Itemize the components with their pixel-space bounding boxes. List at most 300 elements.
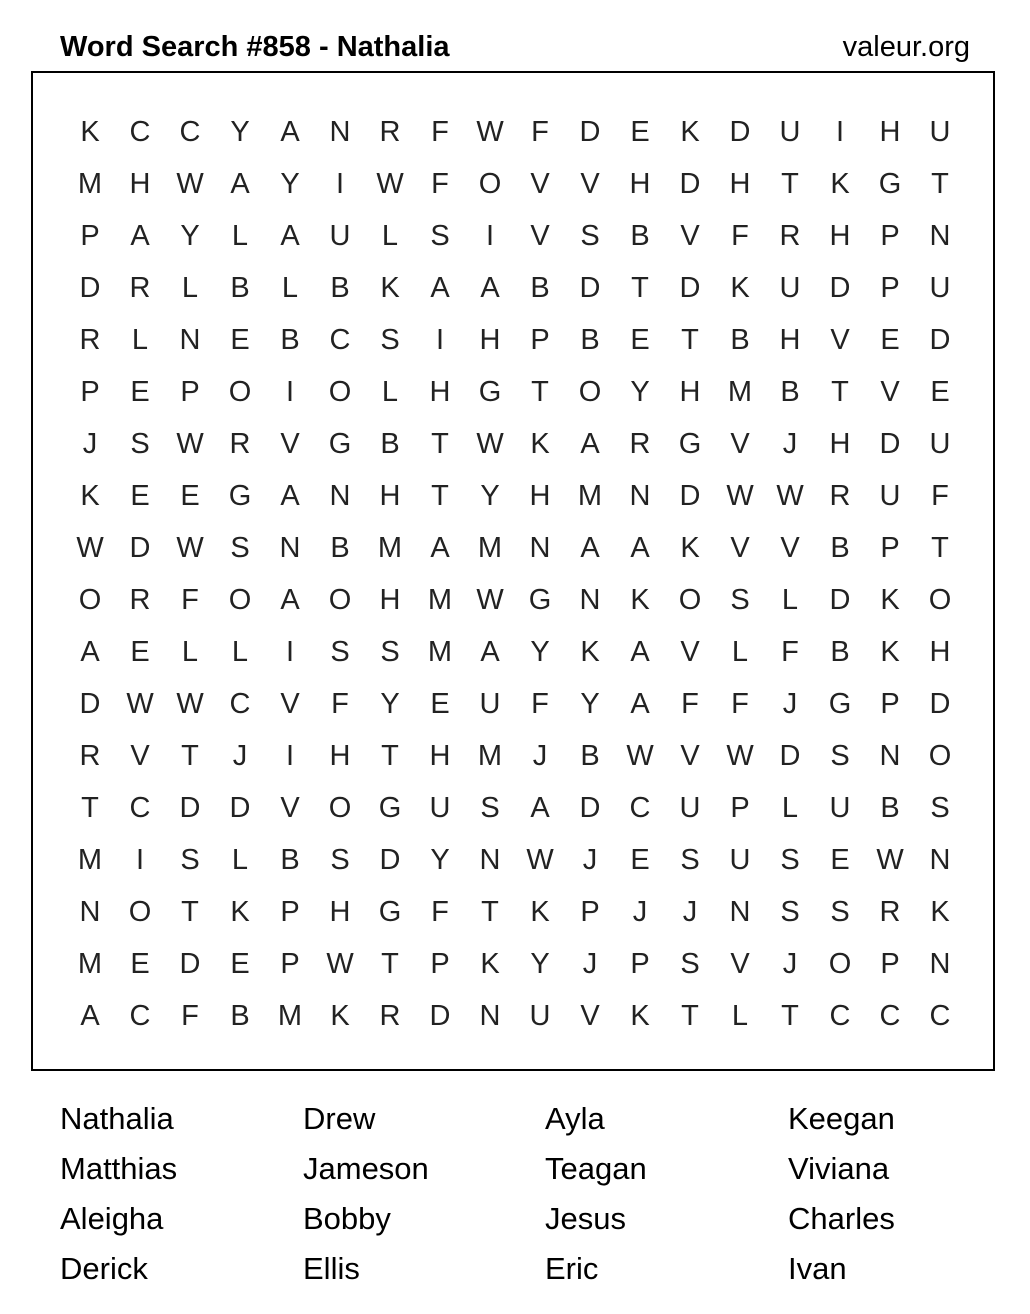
grid-letter[interactable]: U xyxy=(479,688,501,720)
grid-letter[interactable]: H xyxy=(129,168,151,200)
grid-letter[interactable]: S xyxy=(930,792,950,824)
grid-letter[interactable]: S xyxy=(680,948,700,980)
grid-letter[interactable]: D xyxy=(579,792,601,824)
grid-letter[interactable]: L xyxy=(781,584,799,616)
grid-letter[interactable]: O xyxy=(128,896,152,928)
grid-letter[interactable]: U xyxy=(779,272,801,304)
grid-letter[interactable]: N xyxy=(79,896,101,928)
grid-letter[interactable]: H xyxy=(479,324,501,356)
grid-letter[interactable]: D xyxy=(79,272,101,304)
grid-letter[interactable]: K xyxy=(530,428,550,460)
grid-letter[interactable]: O xyxy=(328,792,352,824)
grid-letter[interactable]: P xyxy=(880,532,900,564)
grid-letter[interactable]: B xyxy=(830,532,850,564)
grid-letter[interactable]: K xyxy=(530,896,550,928)
grid-letter[interactable]: Y xyxy=(530,948,550,980)
grid-letter[interactable]: N xyxy=(629,480,651,512)
grid-letter[interactable]: V xyxy=(580,168,600,200)
grid-letter[interactable]: H xyxy=(429,740,451,772)
grid-letter[interactable]: R xyxy=(229,428,251,460)
grid-letter[interactable]: D xyxy=(829,584,851,616)
grid-letter[interactable]: W xyxy=(76,532,104,564)
grid-letter[interactable]: D xyxy=(829,272,851,304)
grid-letter[interactable]: R xyxy=(779,220,801,252)
grid-letter[interactable]: D xyxy=(179,792,201,824)
grid-letter[interactable]: M xyxy=(77,948,103,980)
grid-letter[interactable]: A xyxy=(280,116,300,148)
grid-letter[interactable]: K xyxy=(630,584,650,616)
grid-letter[interactable]: I xyxy=(335,168,345,200)
grid-letter[interactable]: C xyxy=(129,1000,151,1032)
grid-letter[interactable]: N xyxy=(279,532,301,564)
grid-letter[interactable]: W xyxy=(776,480,804,512)
grid-letter[interactable]: L xyxy=(781,792,799,824)
grid-letter[interactable]: J xyxy=(532,740,548,772)
grid-letter[interactable]: L xyxy=(731,1000,749,1032)
grid-letter[interactable]: P xyxy=(180,376,200,408)
grid-letter[interactable]: I xyxy=(285,740,295,772)
grid-letter[interactable]: O xyxy=(328,584,352,616)
grid-letter[interactable]: B xyxy=(380,428,400,460)
grid-letter[interactable]: Y xyxy=(230,116,250,148)
grid-letter[interactable]: D xyxy=(79,688,101,720)
grid-letter[interactable]: G xyxy=(528,584,552,616)
grid-letter[interactable]: J xyxy=(82,428,98,460)
grid-letter[interactable]: U xyxy=(679,792,701,824)
grid-letter[interactable]: G xyxy=(328,428,352,460)
grid-letter[interactable]: U xyxy=(879,480,901,512)
grid-letter[interactable]: K xyxy=(880,636,900,668)
grid-letter[interactable]: T xyxy=(481,896,499,928)
grid-letter[interactable]: W xyxy=(476,116,504,148)
grid-letter[interactable]: S xyxy=(380,324,400,356)
grid-letter[interactable]: K xyxy=(80,480,100,512)
grid-letter[interactable]: N xyxy=(179,324,201,356)
grid-letter[interactable]: K xyxy=(630,1000,650,1032)
grid-letter[interactable]: M xyxy=(727,376,753,408)
grid-letter[interactable]: W xyxy=(726,740,754,772)
grid-letter[interactable]: L xyxy=(181,636,199,668)
grid-letter[interactable]: E xyxy=(630,844,650,876)
grid-letter[interactable]: P xyxy=(880,220,900,252)
grid-letter[interactable]: G xyxy=(378,792,402,824)
grid-letter[interactable]: Y xyxy=(430,844,450,876)
grid-letter[interactable]: A xyxy=(280,480,300,512)
grid-letter[interactable]: V xyxy=(730,428,750,460)
grid-letter[interactable]: C xyxy=(129,116,151,148)
grid-letter[interactable]: N xyxy=(929,844,951,876)
grid-letter[interactable]: B xyxy=(730,324,750,356)
grid-letter[interactable]: P xyxy=(730,792,750,824)
grid-letter[interactable]: T xyxy=(681,1000,699,1032)
grid-letter[interactable]: O xyxy=(678,584,702,616)
grid-letter[interactable]: E xyxy=(230,324,250,356)
grid-letter[interactable]: R xyxy=(379,1000,401,1032)
grid-letter[interactable]: N xyxy=(929,220,951,252)
grid-letter[interactable]: W xyxy=(726,480,754,512)
grid-letter[interactable]: S xyxy=(830,896,850,928)
grid-letter[interactable]: W xyxy=(876,844,904,876)
grid-letter[interactable]: K xyxy=(330,1000,350,1032)
grid-letter[interactable]: L xyxy=(231,636,249,668)
grid-letter[interactable]: S xyxy=(430,220,450,252)
grid-letter[interactable]: D xyxy=(929,324,951,356)
grid-letter[interactable]: F xyxy=(731,688,749,720)
grid-letter[interactable]: V xyxy=(530,168,550,200)
grid-letter[interactable]: P xyxy=(280,948,300,980)
grid-letter[interactable]: U xyxy=(729,844,751,876)
grid-letter[interactable]: T xyxy=(431,428,449,460)
grid-letter[interactable]: V xyxy=(130,740,150,772)
grid-letter[interactable]: D xyxy=(679,480,701,512)
grid-letter[interactable]: W xyxy=(126,688,154,720)
grid-letter[interactable]: F xyxy=(731,220,749,252)
grid-letter[interactable]: I xyxy=(285,636,295,668)
grid-letter[interactable]: U xyxy=(829,792,851,824)
grid-letter[interactable]: K xyxy=(680,532,700,564)
grid-letter[interactable]: A xyxy=(630,636,650,668)
grid-letter[interactable]: G xyxy=(478,376,502,408)
grid-letter[interactable]: V xyxy=(280,428,300,460)
grid-letter[interactable]: M xyxy=(477,740,503,772)
grid-letter[interactable]: B xyxy=(330,272,350,304)
grid-letter[interactable]: W xyxy=(176,428,204,460)
grid-letter[interactable]: J xyxy=(782,688,798,720)
grid-letter[interactable]: C xyxy=(329,324,351,356)
grid-letter[interactable]: L xyxy=(731,636,749,668)
grid-letter[interactable]: M xyxy=(427,584,453,616)
grid-letter[interactable]: S xyxy=(580,220,600,252)
grid-letter[interactable]: O xyxy=(928,584,952,616)
grid-letter[interactable]: H xyxy=(629,168,651,200)
grid-letter[interactable]: F xyxy=(431,896,449,928)
grid-letter[interactable]: L xyxy=(181,272,199,304)
grid-letter[interactable]: N xyxy=(579,584,601,616)
grid-letter[interactable]: A xyxy=(630,532,650,564)
grid-letter[interactable]: J xyxy=(632,896,648,928)
grid-letter[interactable]: P xyxy=(580,896,600,928)
grid-letter[interactable]: P xyxy=(80,220,100,252)
grid-letter[interactable]: Y xyxy=(280,168,300,200)
grid-letter[interactable]: P xyxy=(880,272,900,304)
grid-letter[interactable]: M xyxy=(577,480,603,512)
grid-letter[interactable]: J xyxy=(782,948,798,980)
grid-letter[interactable]: T xyxy=(181,740,199,772)
grid-letter[interactable]: J xyxy=(582,844,598,876)
grid-letter[interactable]: P xyxy=(430,948,450,980)
grid-letter[interactable]: M xyxy=(277,1000,303,1032)
grid-letter[interactable]: L xyxy=(131,324,149,356)
grid-letter[interactable]: J xyxy=(782,428,798,460)
grid-letter[interactable]: I xyxy=(435,324,445,356)
grid-letter[interactable]: D xyxy=(779,740,801,772)
grid-letter[interactable]: D xyxy=(679,272,701,304)
grid-letter[interactable]: R xyxy=(79,324,101,356)
grid-letter[interactable]: T xyxy=(931,532,949,564)
grid-letter[interactable]: E xyxy=(430,688,450,720)
grid-letter[interactable]: V xyxy=(680,636,700,668)
grid-letter[interactable]: D xyxy=(729,116,751,148)
grid-letter[interactable]: B xyxy=(630,220,650,252)
grid-letter[interactable]: H xyxy=(779,324,801,356)
grid-letter[interactable]: T xyxy=(381,740,399,772)
grid-letter[interactable]: N xyxy=(479,844,501,876)
grid-letter[interactable]: P xyxy=(280,896,300,928)
grid-letter[interactable]: T xyxy=(631,272,649,304)
grid-letter[interactable]: L xyxy=(381,376,399,408)
grid-letter[interactable]: F xyxy=(531,116,549,148)
grid-letter[interactable]: E xyxy=(130,948,150,980)
grid-letter[interactable]: O xyxy=(228,584,252,616)
grid-letter[interactable]: H xyxy=(879,116,901,148)
grid-letter[interactable]: H xyxy=(729,168,751,200)
grid-letter[interactable]: H xyxy=(529,480,551,512)
grid-letter[interactable]: T xyxy=(931,168,949,200)
grid-letter[interactable]: U xyxy=(429,792,451,824)
grid-letter[interactable]: H xyxy=(679,376,701,408)
grid-letter[interactable]: W xyxy=(176,688,204,720)
grid-letter[interactable]: C xyxy=(129,792,151,824)
grid-letter[interactable]: S xyxy=(680,844,700,876)
grid-letter[interactable]: S xyxy=(330,636,350,668)
grid-letter[interactable]: A xyxy=(80,636,100,668)
grid-letter[interactable]: U xyxy=(529,1000,551,1032)
grid-letter[interactable]: O xyxy=(328,376,352,408)
grid-letter[interactable]: J xyxy=(232,740,248,772)
grid-letter[interactable]: V xyxy=(580,1000,600,1032)
grid-letter[interactable]: K xyxy=(930,896,950,928)
grid-letter[interactable]: F xyxy=(681,688,699,720)
grid-letter[interactable]: W xyxy=(526,844,554,876)
grid-letter[interactable]: T xyxy=(381,948,399,980)
grid-letter[interactable]: B xyxy=(780,376,800,408)
grid-letter[interactable]: S xyxy=(830,740,850,772)
grid-letter[interactable]: I xyxy=(485,220,495,252)
grid-letter[interactable]: E xyxy=(130,376,150,408)
grid-letter[interactable]: S xyxy=(380,636,400,668)
grid-letter[interactable]: E xyxy=(180,480,200,512)
grid-letter[interactable]: D xyxy=(879,428,901,460)
grid-letter[interactable]: B xyxy=(230,272,250,304)
grid-letter[interactable]: W xyxy=(476,584,504,616)
grid-letter[interactable]: H xyxy=(829,220,851,252)
grid-letter[interactable]: A xyxy=(80,1000,100,1032)
grid-letter[interactable]: W xyxy=(176,532,204,564)
grid-letter[interactable]: K xyxy=(80,116,100,148)
grid-letter[interactable]: T xyxy=(181,896,199,928)
grid-letter[interactable]: A xyxy=(430,272,450,304)
grid-letter[interactable]: L xyxy=(381,220,399,252)
grid-letter[interactable]: D xyxy=(429,1000,451,1032)
grid-letter[interactable]: W xyxy=(626,740,654,772)
grid-letter[interactable]: K xyxy=(480,948,500,980)
grid-letter[interactable]: I xyxy=(285,376,295,408)
grid-letter[interactable]: T xyxy=(531,376,549,408)
grid-letter[interactable]: D xyxy=(929,688,951,720)
grid-letter[interactable]: T xyxy=(81,792,99,824)
grid-letter[interactable]: D xyxy=(129,532,151,564)
grid-letter[interactable]: N xyxy=(929,948,951,980)
grid-letter[interactable]: O xyxy=(928,740,952,772)
grid-letter[interactable]: C xyxy=(229,688,251,720)
grid-letter[interactable]: W xyxy=(376,168,404,200)
grid-letter[interactable]: C xyxy=(929,1000,951,1032)
grid-letter[interactable]: I xyxy=(835,116,845,148)
grid-letter[interactable]: C xyxy=(879,1000,901,1032)
grid-letter[interactable]: A xyxy=(130,220,150,252)
grid-letter[interactable]: R xyxy=(629,428,651,460)
grid-letter[interactable]: H xyxy=(379,480,401,512)
grid-letter[interactable]: H xyxy=(429,376,451,408)
grid-letter[interactable]: S xyxy=(230,532,250,564)
grid-letter[interactable]: A xyxy=(280,584,300,616)
grid-letter[interactable]: Y xyxy=(480,480,500,512)
grid-letter[interactable]: N xyxy=(329,480,351,512)
grid-letter[interactable]: P xyxy=(880,688,900,720)
grid-letter[interactable]: T xyxy=(431,480,449,512)
grid-letter[interactable]: V xyxy=(530,220,550,252)
grid-letter[interactable]: A xyxy=(230,168,250,200)
grid-letter[interactable]: E xyxy=(830,844,850,876)
grid-letter[interactable]: B xyxy=(230,1000,250,1032)
grid-letter[interactable]: R xyxy=(829,480,851,512)
grid-letter[interactable]: F xyxy=(931,480,949,512)
grid-letter[interactable]: S xyxy=(780,844,800,876)
grid-letter[interactable]: A xyxy=(630,688,650,720)
grid-letter[interactable]: V xyxy=(830,324,850,356)
grid-letter[interactable]: G xyxy=(228,480,252,512)
grid-letter[interactable]: E xyxy=(130,480,150,512)
grid-letter[interactable]: S xyxy=(330,844,350,876)
grid-letter[interactable]: M xyxy=(477,532,503,564)
grid-letter[interactable]: N xyxy=(879,740,901,772)
grid-letter[interactable]: J xyxy=(582,948,598,980)
grid-letter[interactable]: W xyxy=(176,168,204,200)
grid-letter[interactable]: N xyxy=(479,1000,501,1032)
grid-letter[interactable]: A xyxy=(530,792,550,824)
grid-letter[interactable]: D xyxy=(579,272,601,304)
grid-letter[interactable]: B xyxy=(880,792,900,824)
grid-letter[interactable]: A xyxy=(480,272,500,304)
grid-letter[interactable]: T xyxy=(781,1000,799,1032)
grid-letter[interactable]: O xyxy=(228,376,252,408)
grid-letter[interactable]: F xyxy=(331,688,349,720)
grid-letter[interactable]: P xyxy=(80,376,100,408)
grid-letter[interactable]: R xyxy=(379,116,401,148)
grid-letter[interactable]: A xyxy=(480,636,500,668)
grid-letter[interactable]: E xyxy=(930,376,950,408)
grid-letter[interactable]: S xyxy=(180,844,200,876)
grid-letter[interactable]: L xyxy=(231,220,249,252)
grid-letter[interactable]: C xyxy=(179,116,201,148)
grid-letter[interactable]: V xyxy=(680,740,700,772)
grid-letter[interactable]: L xyxy=(281,272,299,304)
grid-letter[interactable]: O xyxy=(578,376,602,408)
grid-letter[interactable]: H xyxy=(829,428,851,460)
grid-letter[interactable]: M xyxy=(427,636,453,668)
grid-letter[interactable]: U xyxy=(929,272,951,304)
grid-letter[interactable]: E xyxy=(630,324,650,356)
grid-letter[interactable]: B xyxy=(280,324,300,356)
grid-letter[interactable]: S xyxy=(130,428,150,460)
grid-letter[interactable]: G xyxy=(378,896,402,928)
grid-letter[interactable]: S xyxy=(780,896,800,928)
grid-letter[interactable]: K xyxy=(830,168,850,200)
grid-letter[interactable]: B xyxy=(830,636,850,668)
grid-letter[interactable]: B xyxy=(280,844,300,876)
grid-letter[interactable]: D xyxy=(179,948,201,980)
grid-letter[interactable]: T xyxy=(781,168,799,200)
grid-letter[interactable]: F xyxy=(531,688,549,720)
grid-letter[interactable]: G xyxy=(878,168,902,200)
grid-letter[interactable]: A xyxy=(280,220,300,252)
grid-letter[interactable]: R xyxy=(879,896,901,928)
grid-letter[interactable]: C xyxy=(829,1000,851,1032)
grid-letter[interactable]: V xyxy=(780,532,800,564)
grid-letter[interactable]: Y xyxy=(530,636,550,668)
grid-letter[interactable]: R xyxy=(129,272,151,304)
grid-letter[interactable]: T xyxy=(681,324,699,356)
grid-letter[interactable]: E xyxy=(130,636,150,668)
grid-letter[interactable]: D xyxy=(379,844,401,876)
grid-letter[interactable]: D xyxy=(229,792,251,824)
grid-letter[interactable]: R xyxy=(129,584,151,616)
grid-letter[interactable]: G xyxy=(828,688,852,720)
grid-letter[interactable]: K xyxy=(680,116,700,148)
grid-letter[interactable]: K xyxy=(580,636,600,668)
grid-letter[interactable]: N xyxy=(529,532,551,564)
grid-letter[interactable]: E xyxy=(230,948,250,980)
grid-letter[interactable]: R xyxy=(79,740,101,772)
grid-letter[interactable]: E xyxy=(630,116,650,148)
grid-letter[interactable]: B xyxy=(580,740,600,772)
grid-letter[interactable]: S xyxy=(480,792,500,824)
grid-letter[interactable]: H xyxy=(329,896,351,928)
grid-letter[interactable]: D xyxy=(579,116,601,148)
grid-letter[interactable]: H xyxy=(329,740,351,772)
grid-letter[interactable]: M xyxy=(77,168,103,200)
grid-letter[interactable]: F xyxy=(431,168,449,200)
grid-letter[interactable]: F xyxy=(431,116,449,148)
grid-letter[interactable]: Y xyxy=(180,220,200,252)
grid-letter[interactable]: T xyxy=(831,376,849,408)
grid-letter[interactable]: A xyxy=(580,428,600,460)
grid-letter[interactable]: V xyxy=(280,792,300,824)
grid-letter[interactable]: A xyxy=(430,532,450,564)
grid-letter[interactable]: W xyxy=(326,948,354,980)
grid-letter[interactable]: V xyxy=(680,220,700,252)
grid-letter[interactable]: U xyxy=(329,220,351,252)
grid-letter[interactable]: V xyxy=(280,688,300,720)
grid-letter[interactable]: A xyxy=(580,532,600,564)
grid-letter[interactable]: U xyxy=(779,116,801,148)
grid-letter[interactable]: K xyxy=(230,896,250,928)
grid-letter[interactable]: O xyxy=(78,584,102,616)
grid-letter[interactable]: V xyxy=(730,948,750,980)
grid-letter[interactable]: J xyxy=(682,896,698,928)
grid-letter[interactable]: Y xyxy=(630,376,650,408)
grid-letter[interactable]: F xyxy=(781,636,799,668)
grid-letter[interactable]: Y xyxy=(380,688,400,720)
grid-letter[interactable]: W xyxy=(476,428,504,460)
grid-letter[interactable]: I xyxy=(135,844,145,876)
grid-letter[interactable]: V xyxy=(730,532,750,564)
grid-letter[interactable]: K xyxy=(880,584,900,616)
grid-letter[interactable]: O xyxy=(478,168,502,200)
grid-letter[interactable]: B xyxy=(580,324,600,356)
grid-letter[interactable]: S xyxy=(730,584,750,616)
grid-letter[interactable]: G xyxy=(678,428,702,460)
